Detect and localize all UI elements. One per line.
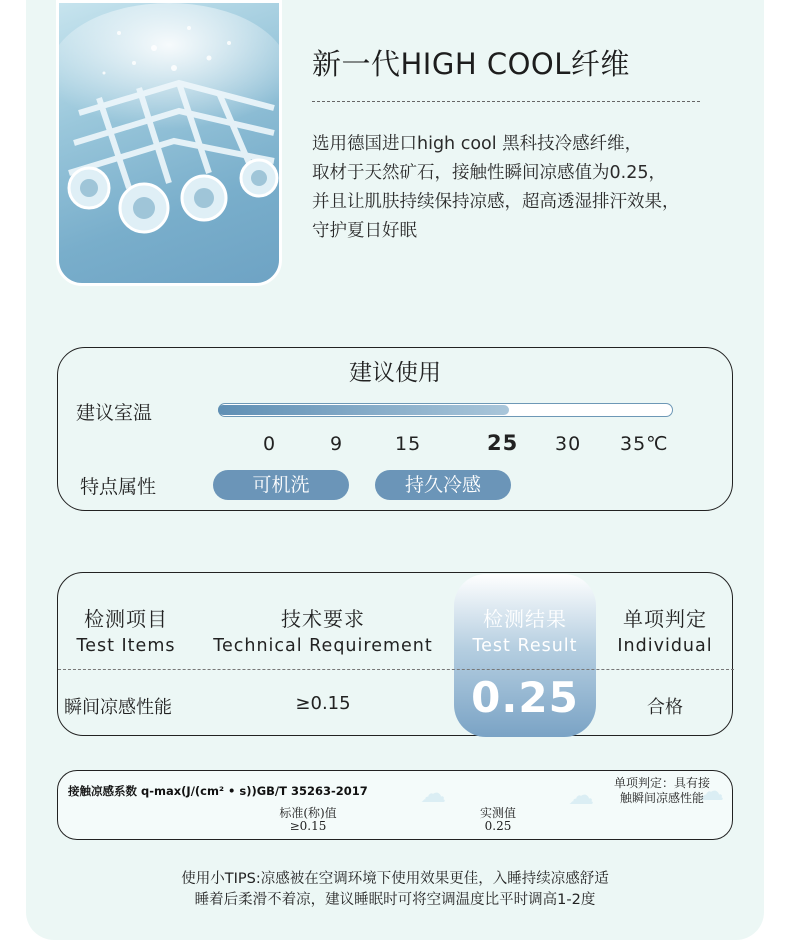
fiber-illustration-image bbox=[56, 0, 282, 286]
table-divider bbox=[58, 669, 734, 670]
feature-label: 特点属性 bbox=[80, 476, 157, 498]
cell-judgement: 合格 bbox=[647, 697, 683, 718]
measured-value-label: 实测值 bbox=[479, 806, 516, 820]
header-technical-requirement-en: Technical Requirement bbox=[213, 636, 433, 656]
standard-main-line: 接触凉感系数 q-max(J/(cm² • s))GB/T 35263-2017 bbox=[68, 784, 368, 798]
temp-tick: 9 bbox=[330, 433, 344, 455]
header-test-items-en: Test Items bbox=[76, 636, 176, 656]
tips-line-2: 睡着后柔滑不着凉，建议睡眠时可将空调温度比平时调高1-2度 bbox=[194, 892, 596, 908]
temp-tick: 30 bbox=[555, 433, 582, 455]
temp-tick: 0 bbox=[263, 433, 277, 455]
description-line: 取材于天然矿石，接触性瞬间凉感值为0.25， bbox=[312, 163, 666, 183]
usage-title: 建议使用 bbox=[349, 360, 441, 386]
tips-line-1: 使用小TIPS:凉感被在空调环境下使用效果更佳，入睡持续凉感舒适 bbox=[181, 871, 609, 887]
watermark-mark: ☁ bbox=[420, 779, 446, 809]
cell-test-item: 瞬间凉感性能 bbox=[64, 697, 172, 718]
header-test-result: 检测结果 bbox=[483, 607, 567, 631]
cell-result-value: 0.25 bbox=[471, 673, 579, 722]
standard-certificate-box bbox=[57, 770, 733, 840]
watermark-mark: ☁ bbox=[568, 781, 594, 811]
standard-judgement-line: 触瞬间凉感性能 bbox=[619, 791, 704, 805]
description-line: 守护夏日好眠 bbox=[312, 221, 417, 241]
hero-description bbox=[312, 130, 732, 246]
temp-range-fill bbox=[218, 405, 509, 415]
cell-requirement: ≥0.15 bbox=[295, 693, 351, 714]
header-test-items: 检测项目 bbox=[84, 607, 168, 631]
standard-value: ≥0.15 bbox=[289, 819, 327, 833]
usage-card bbox=[57, 347, 733, 511]
header-technical-requirement: 技术要求 bbox=[281, 607, 365, 631]
standard-judgement bbox=[602, 776, 722, 806]
hero-title: 新一代HIGH COOL纤维 bbox=[312, 47, 630, 81]
standard-judgement-line: 单项判定：具有接 bbox=[613, 776, 710, 790]
temp-tick: 15 bbox=[395, 433, 422, 455]
feature-badge-washable: 可机洗 bbox=[213, 470, 349, 500]
measured-value: 0.25 bbox=[484, 819, 512, 833]
standard-value-label: 标准(称)值 bbox=[279, 806, 337, 820]
title-divider bbox=[312, 101, 700, 102]
description-line: 并且让肌肤持续保持凉感，超高透湿排汗效果， bbox=[312, 192, 680, 212]
feature-badge-lasting-cool: 持久冷感 bbox=[375, 470, 511, 500]
header-individual: 单项判定 bbox=[623, 607, 707, 631]
test-result-table bbox=[57, 572, 733, 736]
temp-label: 建议室温 bbox=[76, 402, 153, 424]
temp-tick: 35℃ bbox=[620, 433, 669, 455]
description-line: 选用德国进口high cool 黑科技冷感纤维， bbox=[312, 134, 643, 154]
watermark-mark: ☁ bbox=[698, 777, 724, 807]
temp-tick-highlighted: 25 bbox=[487, 431, 519, 455]
header-individual-en: Individual bbox=[617, 636, 713, 656]
header-test-result-en: Test Result bbox=[472, 636, 578, 656]
